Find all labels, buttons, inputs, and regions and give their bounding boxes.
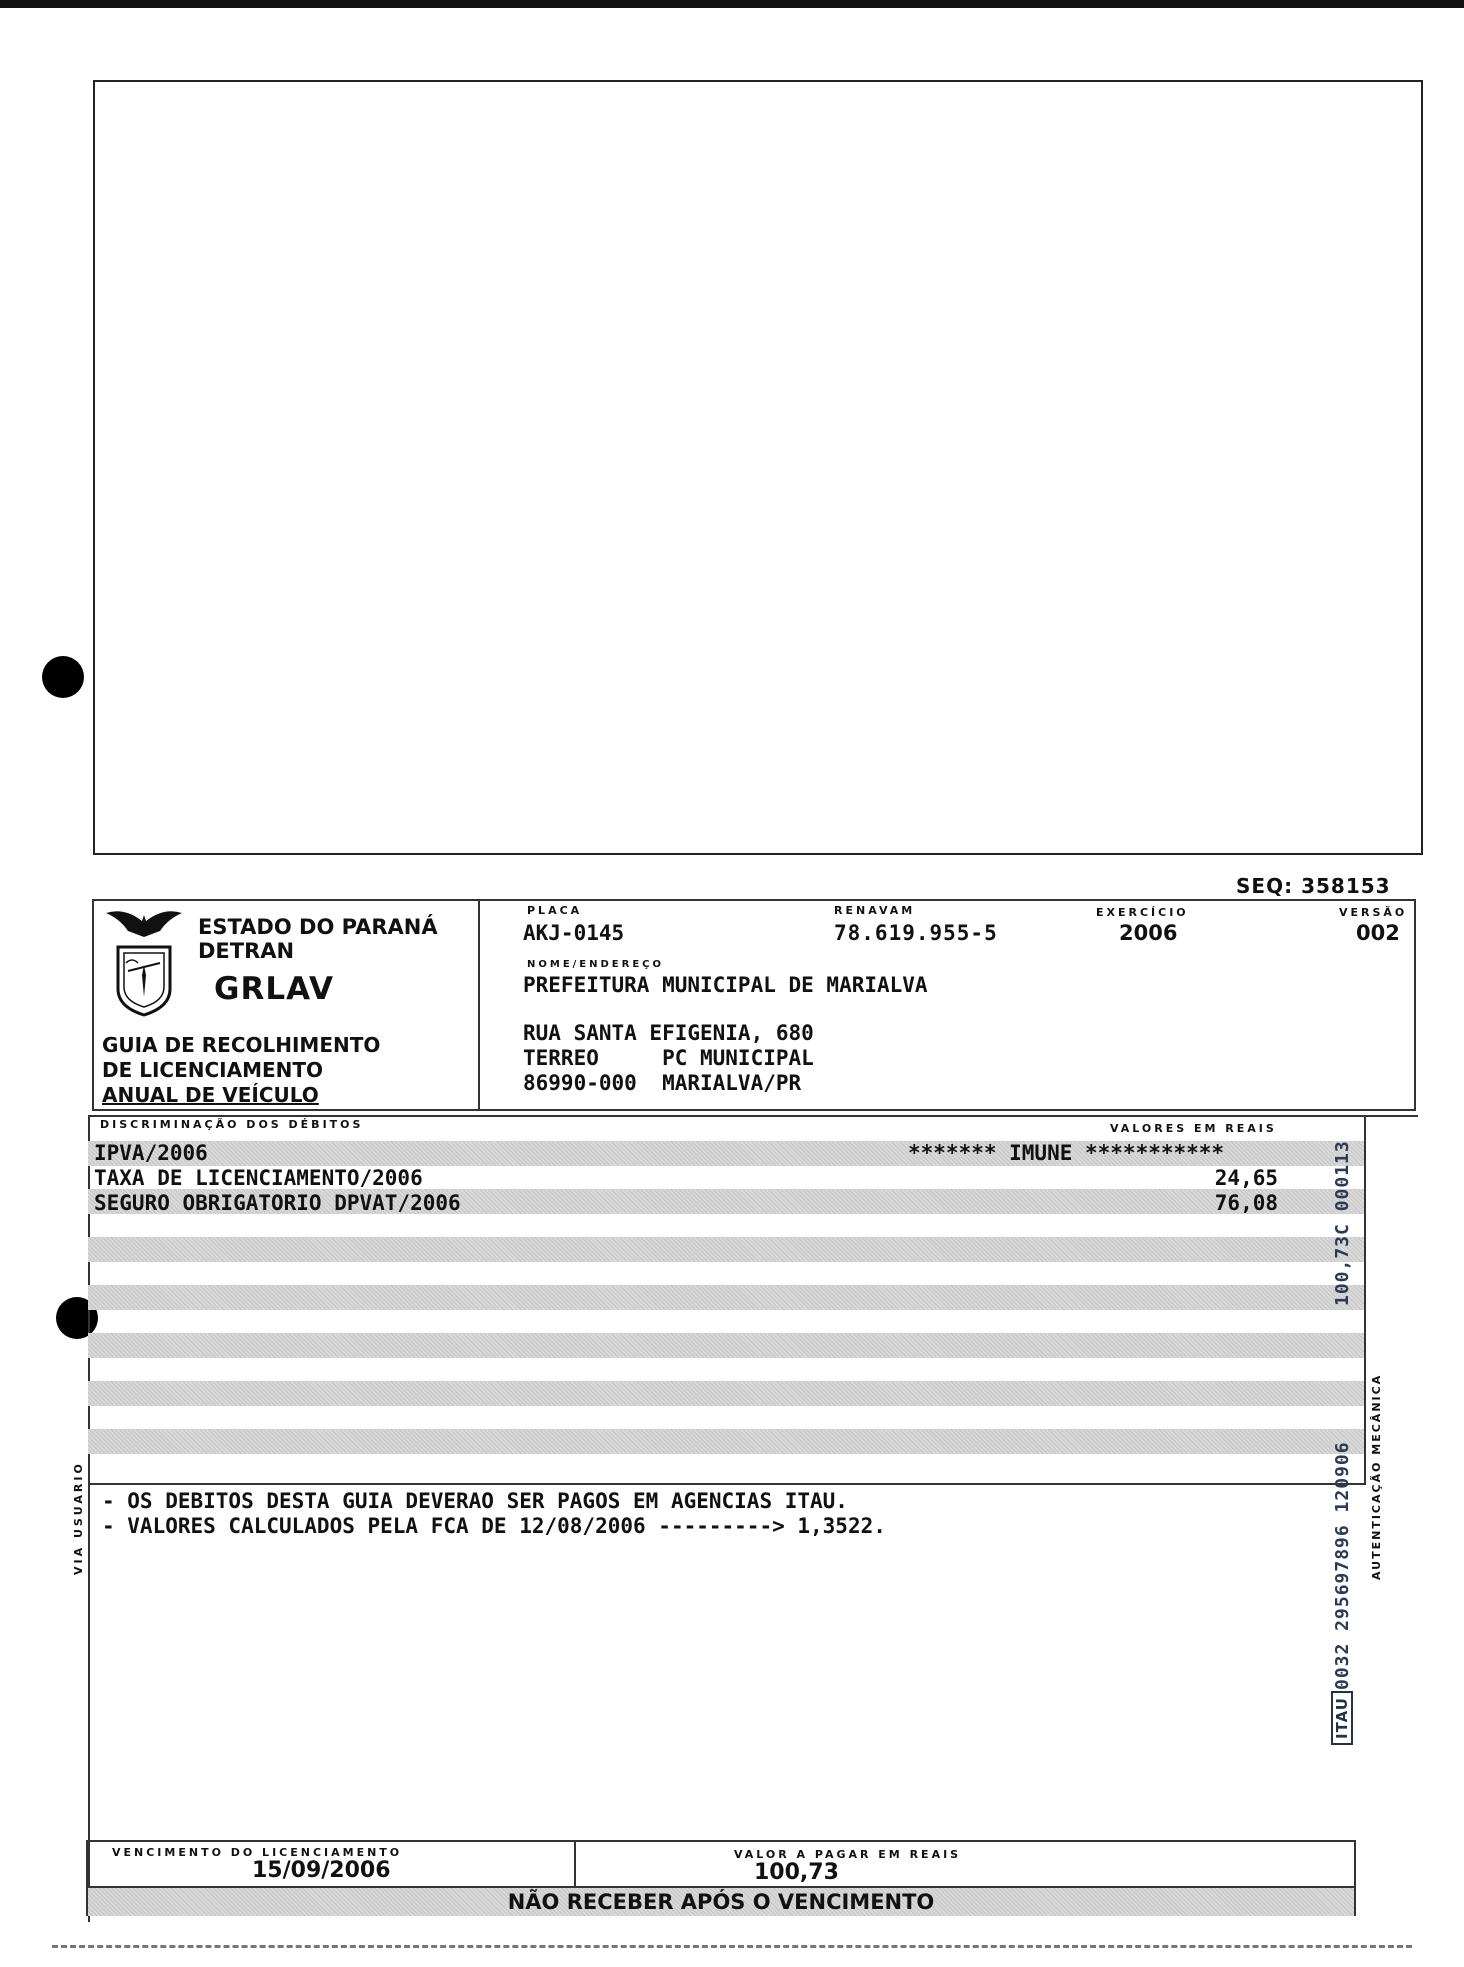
guide-header <box>92 899 1416 1111</box>
autenticacao-label: AUTENTICAÇÃO MECÂNICA <box>1370 1373 1383 1580</box>
versao-label: VERSÃO <box>1339 906 1408 919</box>
placa-value: AKJ-0145 <box>523 921 625 945</box>
state-name: ESTADO DO PARANÁ <box>198 915 438 939</box>
note-line: - VALORES CALCULADOS PELA FCA DE 12/08/2006 ---------> 1,3522. <box>102 1514 886 1538</box>
form-code: GRLAV <box>214 971 334 1007</box>
address-value: RUA SANTA EFIGENIA, 680 TERREO PC MUNICIPAL 86990-000 MARIALVA/PR <box>523 1021 814 1095</box>
sequence-number <box>1236 874 1391 898</box>
debit-item: TAXA DE LICENCIAMENTO/2006 <box>94 1166 423 1190</box>
debit-item: IPVA/2006 <box>94 1141 208 1165</box>
debit-item: SEGURO OBRIGATORIO DPVAT/2006 <box>94 1191 461 1215</box>
warning-banner: NÃO RECEBER APÓS O VENCIMENTO <box>88 1886 1354 1916</box>
itau-stamp: ITAU <box>1331 1691 1353 1745</box>
versao-value: 002 <box>1356 921 1400 945</box>
divider <box>574 1842 576 1886</box>
cut-line <box>52 1945 1412 1948</box>
coat-of-arms-icon <box>104 907 184 1019</box>
debit-amount: 76,08 <box>1214 1191 1278 1215</box>
valor-label: VALOR A PAGAR EM REAIS <box>734 1848 962 1861</box>
shaded-row <box>88 1285 1364 1310</box>
shaded-row <box>88 1237 1364 1262</box>
note-line: - OS DEBITOS DESTA GUIA DEVERAO SER PAGOS EM AGENCIAS ITAU. <box>102 1489 848 1513</box>
payment-footer <box>86 1840 1356 1916</box>
blank-upper-area <box>93 80 1423 855</box>
shaded-row <box>88 1429 1364 1454</box>
divider <box>88 1115 1418 1117</box>
values-label: VALORES EM REAIS <box>1110 1122 1277 1135</box>
guide-title <box>102 1033 380 1108</box>
guide-title-line: GUIA DE RECOLHIMENTO <box>102 1033 381 1057</box>
nome-label: NOME/ENDEREÇO <box>527 959 665 970</box>
authentication-stamp-bottom: 0032 295697896 120906 <box>1332 1441 1353 1690</box>
punch-hole <box>42 656 84 698</box>
vencimento-label: VENCIMENTO DO LICENCIAMENTO <box>112 1846 403 1859</box>
vencimento-value: 15/09/2006 <box>252 1858 391 1883</box>
authentication-stamp-top: 100,73C 000113 <box>1332 1140 1353 1306</box>
seq-value: 358153 <box>1301 874 1391 898</box>
debits-label: DISCRIMINAÇÃO DOS DÉBITOS <box>100 1118 364 1131</box>
renavam-value: 78.619.955-5 <box>834 921 998 945</box>
divider <box>88 1483 1366 1485</box>
nome-value: PREFEITURA MUNICIPAL DE MARIALVA <box>523 973 928 997</box>
imune-value: ******* IMUNE *********** <box>908 1141 1225 1165</box>
agency-name: DETRAN <box>198 939 295 963</box>
shaded-row <box>88 1381 1364 1406</box>
issuer-block <box>94 901 480 1109</box>
shaded-row <box>88 1333 1364 1358</box>
placa-label: PLACA <box>527 904 583 917</box>
renavam-label: RENAVAM <box>834 904 916 917</box>
divider <box>1364 1115 1366 1485</box>
valor-value: 100,73 <box>754 1860 839 1885</box>
seq-label: SEQ: <box>1236 874 1294 898</box>
guide-title-line: ANUAL DE VEÍCULO <box>102 1083 319 1107</box>
debit-amount: 24,65 <box>1214 1166 1278 1190</box>
exercicio-label: EXERCÍCIO <box>1096 906 1189 919</box>
guide-title-line: DE LICENCIAMENTO <box>102 1058 324 1082</box>
via-usuario-label: VIA USUARIO <box>72 1461 85 1575</box>
exercicio-value: 2006 <box>1119 921 1178 945</box>
scan-top-border <box>0 0 1464 8</box>
